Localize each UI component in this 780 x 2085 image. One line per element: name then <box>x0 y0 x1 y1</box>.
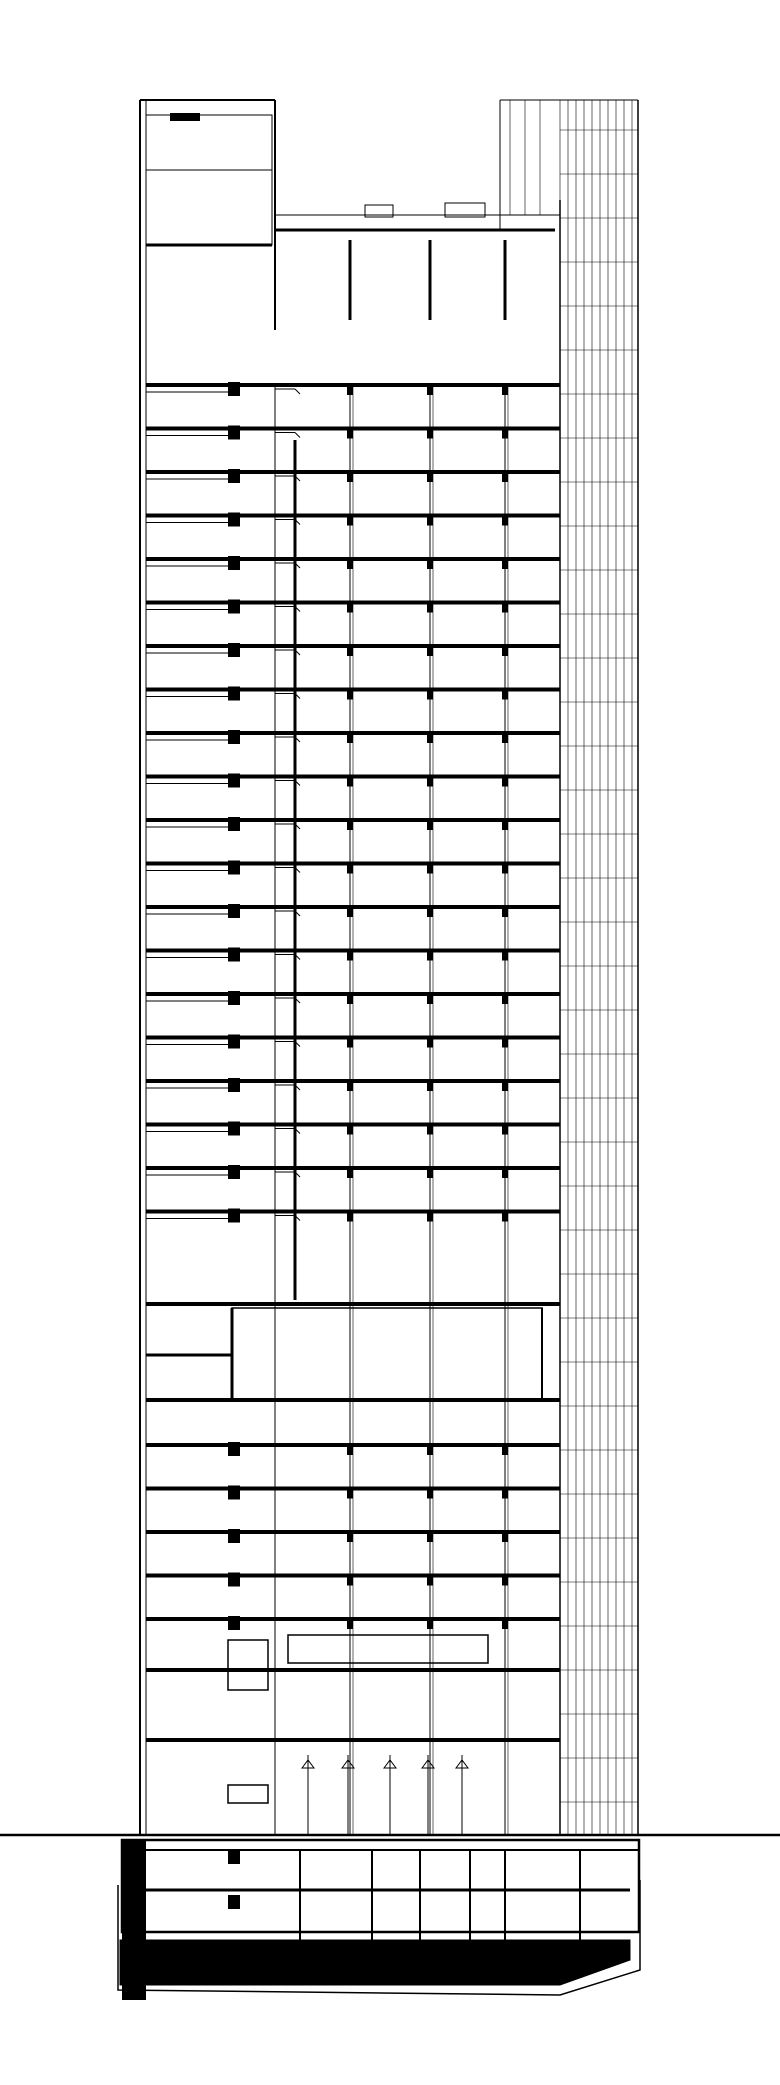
crown-upper-room <box>146 115 272 170</box>
core-wall-stub <box>228 382 240 396</box>
core-wall-stub <box>228 643 240 657</box>
core-wall-stub <box>228 687 240 701</box>
core-wall-stub <box>228 556 240 570</box>
lower-column-capital <box>502 1487 508 1499</box>
lower-column-capital <box>502 1443 508 1455</box>
basement-core-stub-2 <box>228 1895 240 1909</box>
lower-column-capital <box>347 1443 353 1455</box>
lower-column-capital <box>427 1530 433 1542</box>
lower-core-stub <box>228 1442 240 1456</box>
core-wall-stub <box>228 991 240 1005</box>
mechanical-room <box>232 1308 542 1400</box>
lower-column-capital <box>427 1617 433 1629</box>
lower-column-capital <box>427 1443 433 1455</box>
lobby-canopy <box>288 1635 488 1663</box>
core-wall-stub <box>228 861 240 875</box>
core-wall-stub <box>228 600 240 614</box>
core-wall-stub <box>228 948 240 962</box>
lower-column-capital <box>347 1617 353 1629</box>
lower-column-capital <box>502 1574 508 1586</box>
crown-lower-room <box>146 170 272 245</box>
core-wall-stub <box>228 1209 240 1223</box>
lobby-core-room <box>228 1640 268 1690</box>
crown-vent <box>170 113 200 121</box>
core-wall-stub <box>228 1078 240 1092</box>
lower-core-stub <box>228 1486 240 1500</box>
lower-core-stub <box>228 1573 240 1587</box>
core-wall-stub <box>228 1035 240 1049</box>
core-wall-stub <box>228 513 240 527</box>
lower-column-capital <box>347 1530 353 1542</box>
basement-section <box>118 1840 640 2000</box>
lower-column-capital <box>502 1530 508 1542</box>
core-wall-stub <box>228 817 240 831</box>
lobby-core-room-2 <box>228 1785 268 1803</box>
core-wall-stub <box>228 426 240 440</box>
foundation-raft <box>120 1940 630 1985</box>
core-wall-stub <box>228 774 240 788</box>
lower-core-stub <box>228 1616 240 1630</box>
lower-column-capital <box>427 1574 433 1586</box>
basement-core-stub <box>228 1850 240 1864</box>
core-wall-stub <box>228 1165 240 1179</box>
lower-core-stub <box>228 1529 240 1543</box>
basement-box <box>122 1840 639 1932</box>
corridor-step <box>295 433 300 438</box>
corridor-step <box>295 389 300 394</box>
roof-crown <box>146 113 560 320</box>
lower-column-capital <box>427 1487 433 1499</box>
core-wall-stub <box>228 904 240 918</box>
core-wall-stub <box>228 469 240 483</box>
lower-column-capital <box>502 1617 508 1629</box>
lower-column-capital <box>347 1487 353 1499</box>
core-wall-stub <box>228 730 240 744</box>
lower-column-capital <box>347 1574 353 1586</box>
core-wall-stub <box>228 1122 240 1136</box>
